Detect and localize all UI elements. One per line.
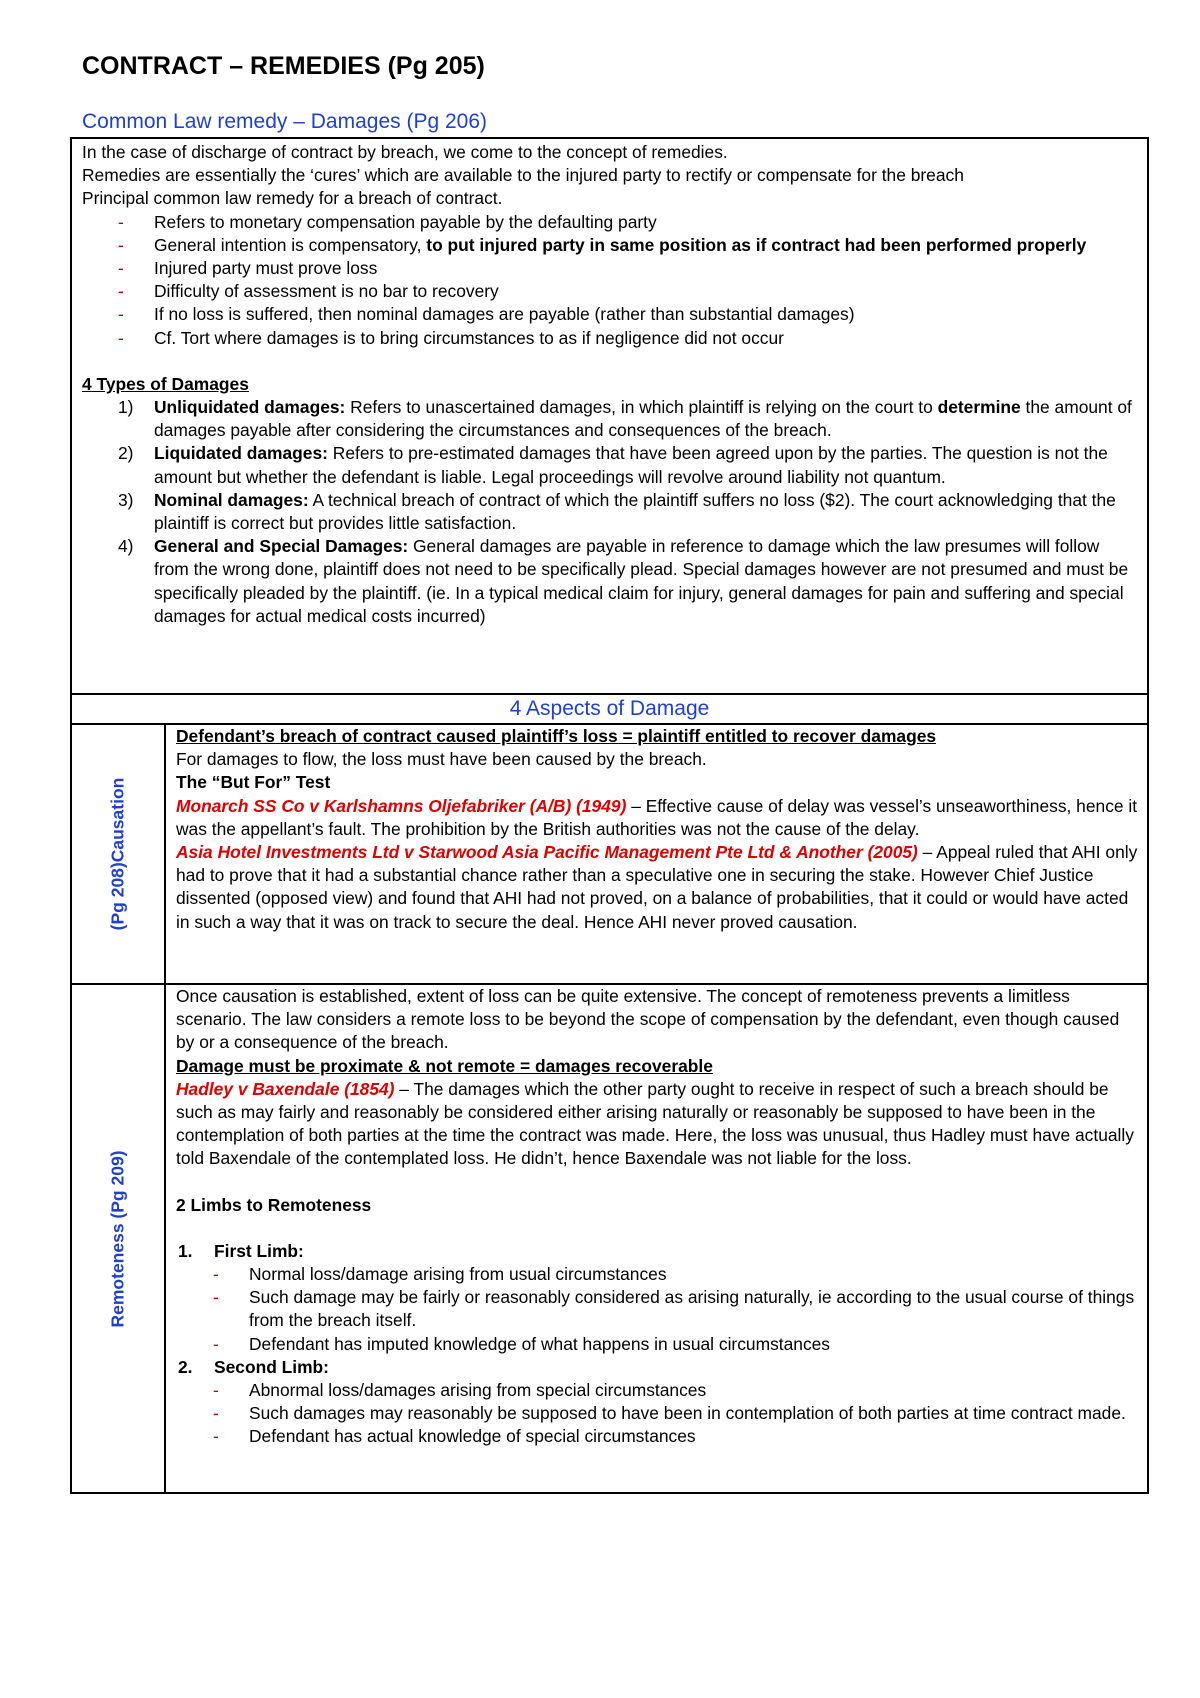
intro-line: In the case of discharge of contract by breach, we come to the concept of remedies. bbox=[82, 142, 728, 162]
limbs-list bbox=[176, 1240, 1139, 1449]
item-number: 4) bbox=[118, 536, 134, 557]
list-item: - Abnormal loss/damages arising from special circumstances bbox=[249, 1379, 1139, 1402]
intro-line: Remedies are essentially the ‘cures’ which are available to the injured party to rectify or compensate for the breach bbox=[82, 165, 964, 186]
types-heading: 4 Types of Damages bbox=[82, 373, 249, 394]
causation-content bbox=[166, 725, 1147, 983]
list-item: - Refers to monetary compensation payable by the defaulting party bbox=[154, 211, 1137, 234]
type-text: Refers to pre-estimated damages that have been agreed upon by the parties. The question is not the amount but whether the defendant is liable. Legal proceedings will revolve around liability not quantum. bbox=[154, 443, 1108, 487]
item-number: 1) bbox=[118, 397, 134, 418]
aspects-heading: 4 Aspects of Damage bbox=[72, 695, 1147, 725]
causation-label: (Pg 208)Causation bbox=[107, 777, 128, 931]
causation-line: For damages to flow, the loss must have been caused by the breach. bbox=[176, 749, 707, 770]
case-paragraph bbox=[176, 795, 1139, 841]
remoteness-paragraph: Once causation is established, extent of loss can be quite extensive. The concept of remoteness prevents a limitless scenario. The law considers a remote loss to be beyond the scope of compensation by the defendant, even though caused by or a consequence of the breach. bbox=[176, 986, 1120, 1053]
list-item bbox=[178, 1356, 1139, 1449]
item-number: 1. bbox=[178, 1240, 193, 1261]
type-term: Nominal damages: bbox=[154, 489, 309, 510]
case-name: Asia Hotel Investments Ltd v Starwood Asia Pacific Management Pte Ltd & Another (2005) bbox=[176, 842, 918, 863]
spacer bbox=[176, 1171, 1139, 1194]
type-text: the amount of damages payable after considering the circumstances and consequences of the breach. bbox=[154, 397, 1132, 441]
remoteness-content bbox=[166, 985, 1147, 1492]
type-term: Unliquidated damages: bbox=[154, 397, 346, 418]
case-name: Monarch SS Co v Karlshamns Oljefabriker (A/B) (1949) bbox=[176, 795, 627, 816]
list-item bbox=[178, 1240, 1139, 1356]
list-item: - Cf. Tort where damages is to bring circumstances to as if negligence did not occur bbox=[154, 327, 1137, 350]
list-item bbox=[118, 535, 1137, 628]
type-term: General and Special Damages: bbox=[154, 536, 409, 557]
remoteness-label: Remoteness (Pg 209) bbox=[107, 1149, 128, 1328]
type-text: General damages are payable in reference to damage which the law presumes will follow from the wrong done, plaintiff does not need to be specifically plead. Special damages however are not presumed and must be specifically pleaded by the plaintiff. (ie. In a typical medical claim for injury, general damages for pain and suffering and special damages for actual medical costs incurred) bbox=[154, 536, 1129, 626]
remoteness-headline: Damage must be proximate & not remote = damages recoverable bbox=[176, 1055, 713, 1076]
limb-points bbox=[214, 1263, 1139, 1356]
spacer bbox=[82, 350, 1137, 373]
causation-row bbox=[72, 725, 1147, 985]
item-number: 2) bbox=[118, 443, 134, 464]
case-paragraph bbox=[176, 841, 1139, 934]
case-text: – Appeal ruled that AHI only had to prove that it had a substantial chance rather than a speculative one in securing the stake. However Chief Justice dissented (opposed view) and found that AHI had not proved, on a balance of probabilities, that it could or would have acted in such a way that it was on track to secure the deal. Hence AHI never proved causation. bbox=[176, 842, 1138, 932]
list-item: - Injured party must prove loss bbox=[154, 257, 1137, 280]
remoteness-side-cell bbox=[72, 985, 166, 1492]
section-heading: Common Law remedy – Damages (Pg 206) bbox=[82, 110, 488, 133]
bullet-text: General intention is compensatory, bbox=[154, 234, 427, 255]
type-bold: determine bbox=[937, 397, 1021, 418]
types-list bbox=[82, 396, 1137, 628]
causation-side-cell bbox=[72, 725, 166, 983]
type-text: A technical breach of contract of which the plaintiff suffers no loss ($2). The court acknowledging that the plaintiff is correct but provides little satisfaction. bbox=[154, 489, 1116, 534]
list-item: - Difficulty of assessment is no bar to recovery bbox=[154, 280, 1137, 303]
list-item: - Normal loss/damage arising from usual circumstances bbox=[249, 1263, 1139, 1286]
list-item bbox=[118, 396, 1137, 442]
limb-title: First Limb: bbox=[214, 1240, 304, 1261]
list-item bbox=[118, 442, 1137, 488]
case-name: Hadley v Baxendale (1854) bbox=[176, 1078, 395, 1099]
item-number: 3) bbox=[118, 489, 134, 510]
limb-points bbox=[214, 1379, 1139, 1449]
causation-headline: Defendant’s breach of contract caused plaintiff’s loss = plaintiff entitled to recover damages bbox=[176, 726, 937, 746]
type-term: Liquidated damages: bbox=[154, 443, 328, 464]
list-item: - Defendant has imputed knowledge of what happens in usual circumstances bbox=[249, 1333, 1139, 1356]
but-for-test-title: The “But For” Test bbox=[176, 772, 331, 793]
list-item bbox=[154, 234, 1137, 257]
list-item: - Defendant has actual knowledge of special circumstances bbox=[249, 1425, 1139, 1448]
remoteness-row bbox=[72, 985, 1147, 1492]
list-item: - Such damages may reasonably be supposed to have been in contemplation of both parties at time contract made. bbox=[249, 1402, 1139, 1425]
type-text: Refers to unascertained damages, in which plaintiff is relying on the court to bbox=[345, 397, 938, 418]
list-item: - Such damage may be fairly or reasonably considered as arising naturally, ie according to the usual course of things from the breach itself. bbox=[249, 1286, 1139, 1332]
case-paragraph bbox=[176, 1078, 1139, 1171]
bullet-bold-text: to put injured party in same position as if contract had been performed properly bbox=[426, 234, 1087, 255]
spacer bbox=[176, 1217, 1139, 1240]
notes-table bbox=[70, 137, 1149, 1494]
item-number: 2. bbox=[178, 1356, 193, 1377]
page-title: CONTRACT – REMEDIES (Pg 205) bbox=[82, 52, 485, 80]
list-item bbox=[118, 489, 1137, 535]
intro-line: Principal common law remedy for a breach of contract. bbox=[82, 188, 503, 209]
case-text: – Effective cause of delay was vessel’s unseaworthiness, hence it was the appellant’s fault. The prohibition by the British authorities was not the cause of the delay. bbox=[176, 795, 1138, 839]
intro-bullets bbox=[82, 211, 1137, 350]
limb-title: Second Limb: bbox=[214, 1356, 329, 1377]
intro-cell bbox=[72, 139, 1147, 695]
case-text: – The damages which the other party ought to receive in respect of such a breach should be such as may fairly and reasonably be considered either arising naturally or reasonably be supposed to have been in the contemplation of both parties at the time the contract was made. Here, the loss was unusual, thus Hadley must have actually told Baxendale of the contemplated loss. He didn’t, hence Baxendale was not liable for the loss. bbox=[176, 1078, 1134, 1169]
limbs-heading: 2 Limbs to Remoteness bbox=[176, 1194, 372, 1215]
list-item: - If no loss is suffered, then nominal damages are payable (rather than substantial damages) bbox=[154, 303, 1137, 326]
